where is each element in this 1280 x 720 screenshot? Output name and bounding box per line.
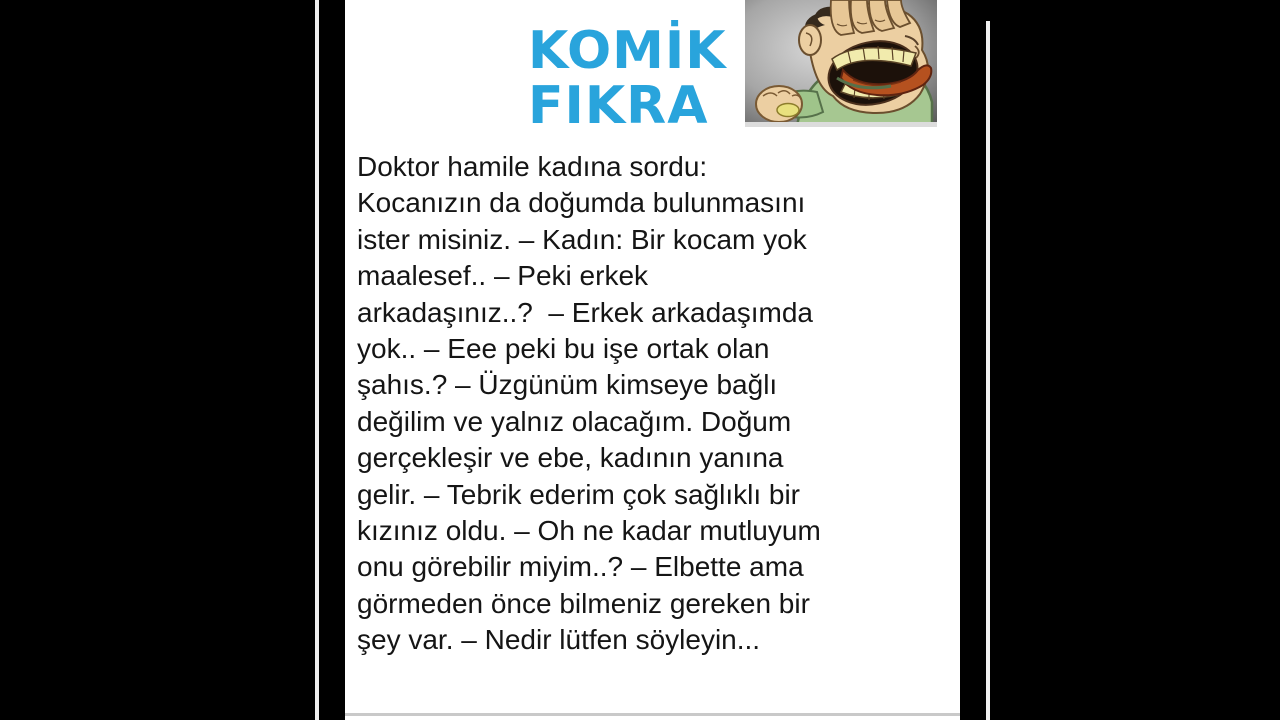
joke-line: onu görebilir miyim..? – Elbette ama [357,551,804,583]
joke-text [357,149,953,659]
page-title [528,21,727,136]
laughing-man-cartoon [745,0,937,127]
joke-line: şahıs.? – Üzgünüm kimseye bağlı [357,369,778,401]
right-border-line [986,21,990,720]
panel-bottom-line [345,713,960,716]
joke-line: Kocanızın da doğumda bulunmasını [357,187,806,219]
joke-line: kızınız oldu. – Oh ne kadar mutluyum [357,515,821,547]
joke-line: yok.. – Eee peki bu işe ortak olan [357,333,770,365]
joke-line: ister misiniz. – Kadın: Bir kocam yok [357,223,807,255]
joke-line: maalesef.. – Peki erkek [357,260,649,292]
title-line-2: FIKRA [528,76,709,136]
joke-line: değilim ve yalnız olacağım. Doğum [357,405,792,437]
title-line-1: KOMİK [528,21,727,81]
joke-line: gelir. – Tebrik ederim çok sağlıklı bir [357,478,800,510]
joke-line: şey var. – Nedir lütfen söyleyin... [357,624,761,656]
joke-line: gerçekleşir ve ebe, kadının yanına [357,442,784,474]
joke-line: arkadaşınız..? – Erkek arkadaşımda [357,296,813,328]
left-border-line [315,0,319,720]
joke-card [345,0,960,720]
joke-line: görmeden önce bilmeniz gereken bir [357,587,810,619]
joke-line: Doktor hamile kadına sordu: [357,151,708,182]
